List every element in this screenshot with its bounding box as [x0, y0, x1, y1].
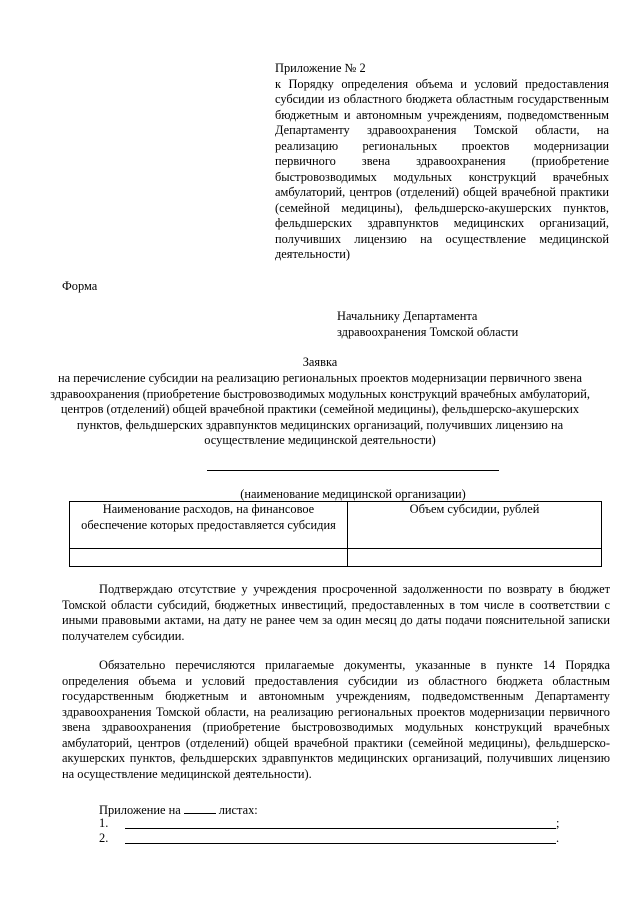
addressee-block	[337, 309, 597, 340]
subsidy-amount-cell[interactable]	[348, 549, 602, 567]
attachment-item-number: 1.	[99, 816, 109, 830]
expense-table	[69, 501, 602, 567]
attachment-item-end: ;	[556, 816, 560, 830]
appendix-title: Приложение № 2	[275, 61, 366, 75]
documents-paragraph: Обязательно перечисляются прилагаемые документы, указанные в пункте 14 Порядка определения объема и условий предоставления субсидии из областного бюджета областным государственным бюджетным и автономным учреждениям, подведомственным Департаменту здравоохранения Томской области, на реализацию региональных проектов модернизации первичного звена здравоохранения (приобретение быстровозводимых модульных конструкций врачебных амбулаторий, центров (отделений) общей врачебной практики (семейной медицины), фельдшерско-акушерских пунктов, фельдшерских здравпунктов медицинских организаций, получивших лицензию на осуществление медицинской деятельности).	[62, 658, 610, 781]
appendix-block	[275, 61, 609, 263]
addressee-line-2: здравоохранения Томской области	[337, 324, 519, 339]
addressee-line-1: Начальнику Департамента	[337, 309, 478, 323]
subsidy-amount-header: Объем субсидии, рублей	[348, 502, 602, 549]
form-label: Форма	[62, 279, 98, 293]
confirmation-paragraph: Подтверждаю отсутствие у учреждения просроченной задолженности по возврату в бюджет Томской области субсидий, бюджетных инвестиций, предоставленных в том числе в соответствии с иными правовыми актами, на дату не ранее чем за один месяц до даты подачи пояснительной записки получателем субсидии.	[62, 582, 610, 643]
application-description: на перечисление субсидии на реализацию региональных проектов модернизации первичного звена здравоохранения (приобретение быстровозводимых модульных конструкций врачебных амбулаторий, центров (отделений) общей врачебной практики (семейной медицины), фельдшерско-акушерских пунктов, фельдшерских здравпунктов медицинских организаций, получивших лицензию на осуществление медицинской деятельности)	[50, 371, 590, 447]
attachment-sheets-line	[99, 801, 258, 819]
attachment-item-line[interactable]	[125, 828, 556, 829]
attachment-item-number: 2.	[99, 831, 109, 845]
table-row	[70, 549, 602, 567]
table-header-row	[70, 502, 602, 549]
expense-name-cell[interactable]	[70, 549, 348, 567]
attachment-item-line[interactable]	[125, 843, 556, 844]
attachment-suffix: листах:	[218, 803, 258, 817]
application-title: Заявка	[302, 355, 338, 369]
expense-name-header: Наименование расходов, на финансовое обеспечение которых предоставляется субсидия	[70, 502, 348, 549]
attachment-item-end: .	[556, 831, 560, 845]
organization-name-caption: (наименование медицинской организации)	[240, 487, 466, 501]
appendix-text: к Порядку определения объема и условий предоставления субсидии из областного бюджета областным государственным бюджетным и автономным учреждениям, подведомственным Департаменту здравоохранения Томской области, на реализацию региональных проектов модернизации первичного звена здравоохранения (приобретение быстровозводимых модульных конструкций врачебных амбулаторий, центров (отделений) общей врачебной практики (семейной медицины), фельдшерско-акушерских пунктов, фельдшерских здравпунктов медицинских организаций, получивших лицензию на осуществление медицинской деятельности)	[275, 76, 609, 261]
attachment-prefix: Приложение на	[99, 803, 181, 817]
organization-name-line[interactable]	[207, 470, 499, 471]
sheets-count-blank[interactable]	[184, 801, 216, 814]
